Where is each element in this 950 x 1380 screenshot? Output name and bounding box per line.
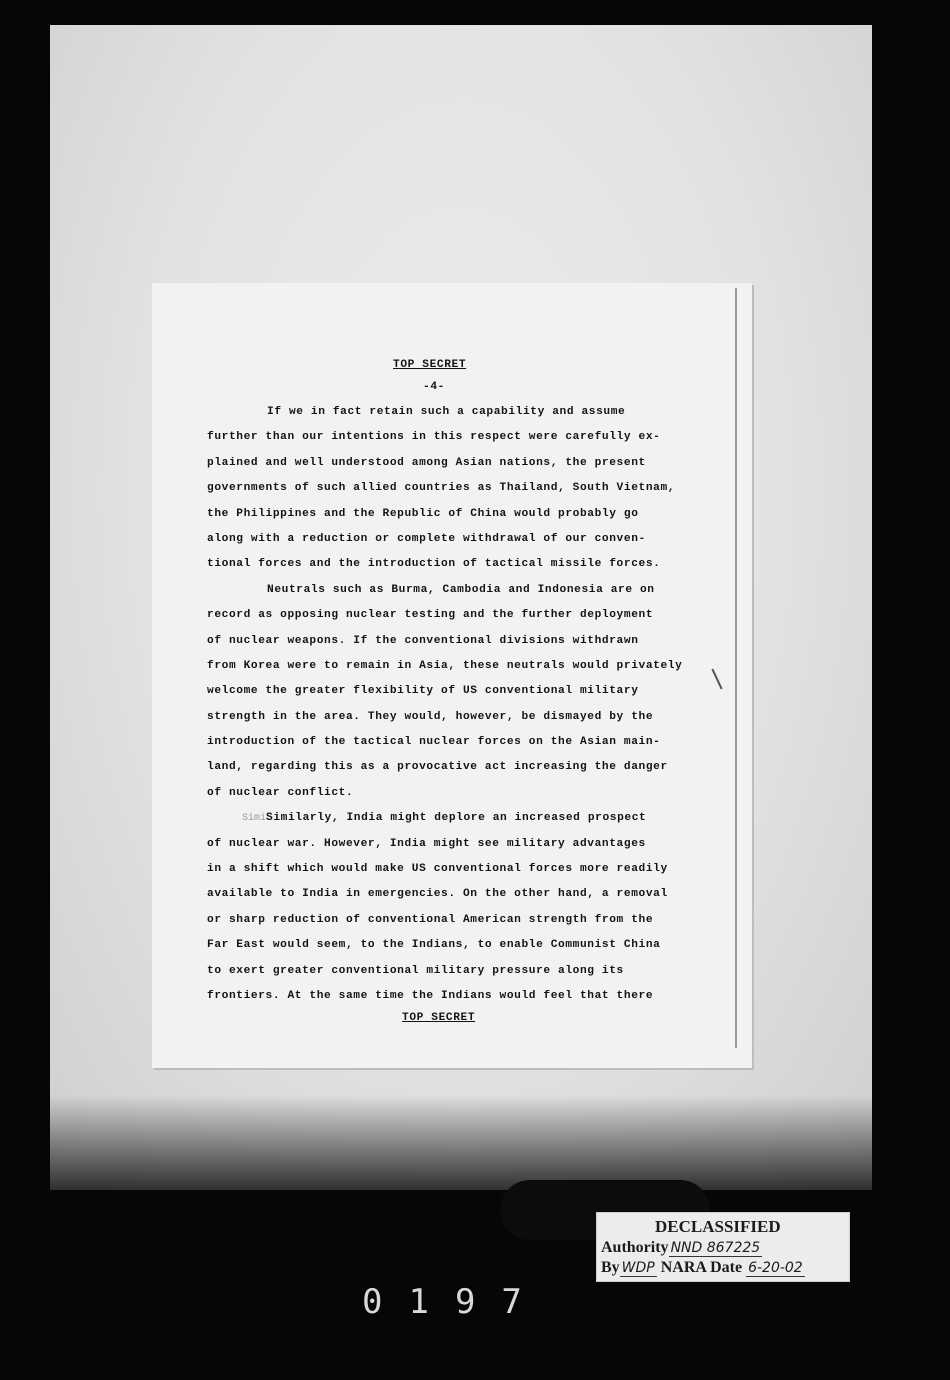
page-number: -4- — [423, 381, 445, 393]
text-line: welcome the greater flexibility of US conventional military — [207, 685, 639, 698]
by-value: WDP — [621, 1260, 655, 1276]
text-line: record as opposing nuclear testing and the further deployment — [207, 609, 654, 622]
stamp-by-line: By WDP NARA Date 6-20-02 — [601, 1259, 803, 1276]
text-line: SimiSimilarly, India might deplore an increased prospect — [242, 812, 647, 825]
declassification-stamp — [596, 1212, 850, 1282]
document-page — [152, 283, 752, 1068]
text-line: Neutrals such as Burma, Cambodia and Indonesia are on — [267, 583, 655, 596]
text-line: introduction of the tactical nuclear forces on the Asian main- — [207, 736, 661, 749]
text-line: of nuclear weapons. If the conventional divisions withdrawn — [207, 634, 639, 647]
authority-value: NND 867225 — [670, 1240, 761, 1256]
text-line: of nuclear war. However, India might see military advantages — [207, 837, 646, 850]
frame-number: 0197 — [362, 1282, 548, 1322]
text-line: or sharp reduction of conventional American strength from the — [207, 913, 654, 926]
text-line: the Philippines and the Republic of China would probably go — [207, 507, 639, 520]
text-line: further than our intentions in this respect were carefully ex- — [207, 431, 661, 444]
text-line: plained and well understood among Asian nations, the present — [207, 456, 646, 469]
text-line: of nuclear conflict. — [207, 786, 354, 799]
text-line: in a shift which would make US conventional forces more readily — [207, 863, 668, 876]
text-line: along with a reduction or complete withdrawal of our conven- — [207, 532, 646, 545]
stamp-title: DECLASSIFIED — [655, 1217, 781, 1236]
text-line: to exert greater conventional military pressure along its — [207, 964, 624, 977]
text-line: available to India in emergencies. On the other hand, a removal — [207, 888, 668, 901]
text-line: strength in the area. They would, however, be dismayed by the — [207, 710, 654, 723]
text-line: frontiers. At the same time the Indians would feel that there — [207, 989, 654, 1002]
footer-classification: TOP SECRET — [402, 1012, 476, 1024]
text-line: from Korea were to remain in Asia, these neutrals would privately — [207, 659, 683, 672]
text-line: land, regarding this as a provocative act increasing the danger — [207, 761, 668, 774]
body-text — [207, 400, 682, 1009]
text-line: Far East would seem, to the Indians, to enable Communist China — [207, 939, 661, 952]
struck-text: Simi — [242, 813, 267, 825]
date-value: 6-20-02 — [748, 1260, 803, 1276]
text-line: If we in fact retain such a capability and assume — [267, 406, 626, 418]
header-classification: TOP SECRET — [393, 359, 467, 371]
text-line: tional forces and the introduction of tactical missile forces. — [207, 558, 661, 571]
stamp-authority-line: Authority NND 867225 — [601, 1239, 761, 1256]
text-line: governments of such allied countries as Thailand, South Vietnam, — [207, 482, 676, 495]
